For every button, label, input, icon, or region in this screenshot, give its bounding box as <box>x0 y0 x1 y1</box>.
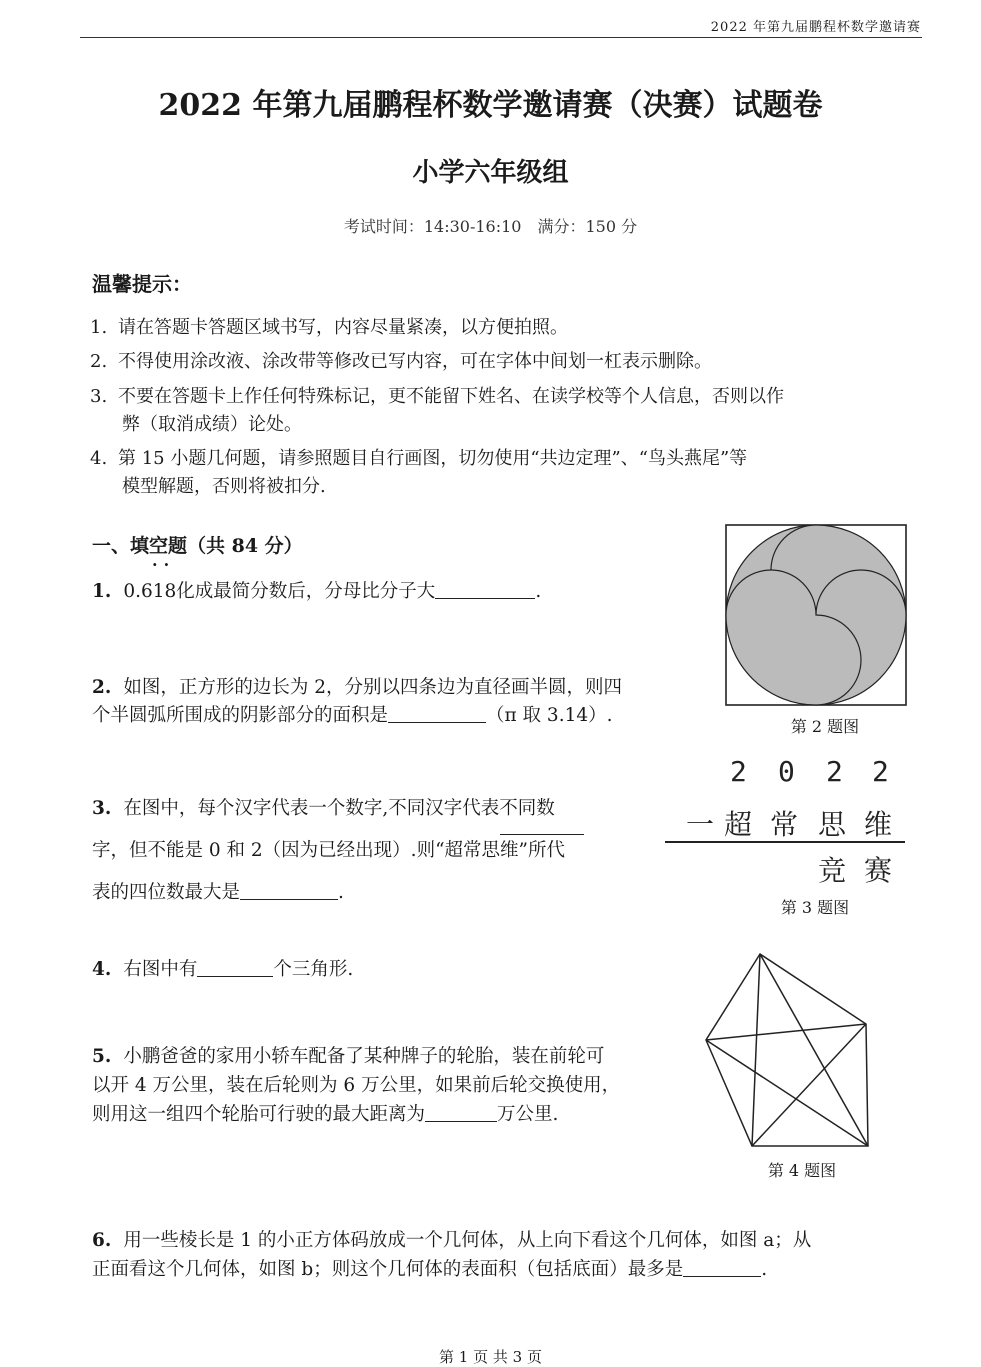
fig3-char: 一 <box>686 808 715 841</box>
figure-3-addition <box>660 755 910 890</box>
question-number: 6. <box>92 1230 112 1251</box>
tip-item <box>90 314 920 342</box>
fig3-digit: 2 <box>872 755 889 788</box>
question-text: （π 取 3.14）. <box>486 705 613 726</box>
fig3-char: 超 <box>724 808 753 841</box>
page-footer: 第 1 页 共 3 页 <box>439 1348 542 1366</box>
answer-blank[interactable] <box>425 1103 497 1122</box>
question-3 <box>92 788 672 914</box>
question-text: . <box>338 882 344 903</box>
question-number: 5. <box>92 1046 112 1067</box>
tip-text: 第 15 小题几何题，请参照题目自行画图，切勿使用“共边定理”、“鸟头燕尾”等 <box>118 448 748 469</box>
question-6 <box>92 1226 922 1284</box>
tip-text-continued: 弊（取消成绩）论处。 <box>122 414 302 435</box>
fig3-char: 竞 <box>818 854 847 887</box>
repeating-decimal-dots: ·· <box>152 555 176 574</box>
question-text: 表的四位数最大是 <box>92 882 241 903</box>
answer-blank[interactable] <box>388 704 486 723</box>
question-4 <box>92 956 353 984</box>
question-text: 化成最简分数后，分母比分子大 <box>176 581 436 602</box>
question-text: 则用这一组四个轮胎可行驶的最大距离为 <box>92 1104 426 1125</box>
page-title: 2022 年第九届鹏程杯数学邀请赛（决赛）试题卷 <box>158 88 823 123</box>
tip-item <box>90 348 920 376</box>
fig3-char: 维 <box>864 808 893 841</box>
question-number: 2. <box>92 677 112 698</box>
tip-number: 1. <box>90 317 108 338</box>
question-text: 个半圆弧所围成的阴影部分的面积是 <box>92 705 389 726</box>
section-heading: 一、填空题（共 84 分） <box>92 535 303 557</box>
question-text: 右图中有 <box>123 959 198 980</box>
question-text: 以开 4 万公里，装在后轮则为 6 万公里，如果前后轮交换使用， <box>92 1075 621 1096</box>
tip-text: 不得使用涂改液、涂改带等修改已写内容，可在字体中间划一杠表示删除。 <box>118 351 712 372</box>
page-subtitle: 小学六年级组 <box>412 158 569 188</box>
figure-2-caption: 第 2 题图 <box>790 717 860 736</box>
question-text: 在图中，每个汉字代表一个数字,不同汉字代表不同数 <box>123 798 555 819</box>
fig3-char: 思 <box>818 808 847 841</box>
tip-item <box>90 383 920 439</box>
question-text: 小鹏爸爸的家用小轿车配备了某种牌子的轮胎，装在前轮可 <box>123 1046 605 1067</box>
tip-item <box>90 445 920 501</box>
fig3-digit: 2 <box>730 755 747 788</box>
question-text: 字，但不能是 0 和 2（因为已经出现）.则“超常思维”所代 <box>92 840 565 861</box>
question-text: . <box>535 581 542 602</box>
figure-4-caption: 第 4 题图 <box>767 1161 837 1180</box>
header-rule <box>80 37 922 38</box>
fig3-char: 赛 <box>864 854 893 887</box>
question-number: 3. <box>92 798 112 819</box>
question-2 <box>92 674 712 730</box>
question-text: 正面看这个几何体，如图 b；则这个几何体的表面积（包括底面）最多是 <box>92 1259 684 1280</box>
answer-blank[interactable] <box>197 958 273 977</box>
question-number: 4. <box>92 959 112 980</box>
figure-4-pentagon-triangles <box>700 948 880 1158</box>
question-number: 1. <box>92 581 112 602</box>
tip-number: 3. <box>90 386 108 407</box>
question-text: . <box>761 1259 768 1280</box>
figure-3-caption: 第 3 题图 <box>780 898 850 917</box>
answer-blank[interactable] <box>683 1258 761 1277</box>
fig3-sum-line <box>665 841 905 843</box>
question-text: 如图，正方形的边长为 2，分别以四条边为直径画半圆，则四 <box>123 677 622 698</box>
question-5 <box>92 1042 692 1129</box>
answer-blank[interactable] <box>435 580 535 599</box>
question-text: 万公里. <box>497 1104 559 1125</box>
exam-info: 考试时间：14:30-16:10 满分：150 分 <box>343 217 638 236</box>
question-text: 用一些棱长是 1 的小正方体码放成一个几何体，从上向下看这个几何体，如图 a；从 <box>123 1230 812 1251</box>
fig3-char: 常 <box>770 808 799 841</box>
tips-heading: 温馨提示： <box>92 272 192 296</box>
question-text: 0.618 <box>123 581 177 602</box>
overline-mark <box>500 834 584 835</box>
tip-text-continued: 模型解题，否则将被扣分. <box>122 476 326 497</box>
fig3-digit: 0 <box>778 755 795 788</box>
tip-number: 4. <box>90 448 108 469</box>
tip-text: 不要在答题卡上作任何特殊标记，更不能留下姓名、在读学校等个人信息，否则以作 <box>118 386 784 407</box>
tip-text: 请在答题卡答题区域书写，内容尽量紧凑，以方便拍照。 <box>118 317 568 338</box>
running-head: 2022 年第九届鹏程杯数学邀请赛 <box>710 20 921 35</box>
question-1 <box>92 578 541 606</box>
question-text: 个三角形. <box>273 959 354 980</box>
tip-number: 2. <box>90 351 108 372</box>
fig3-digit: 2 <box>826 755 843 788</box>
answer-blank[interactable] <box>240 881 338 900</box>
figure-2-square-semicircles <box>726 525 906 705</box>
